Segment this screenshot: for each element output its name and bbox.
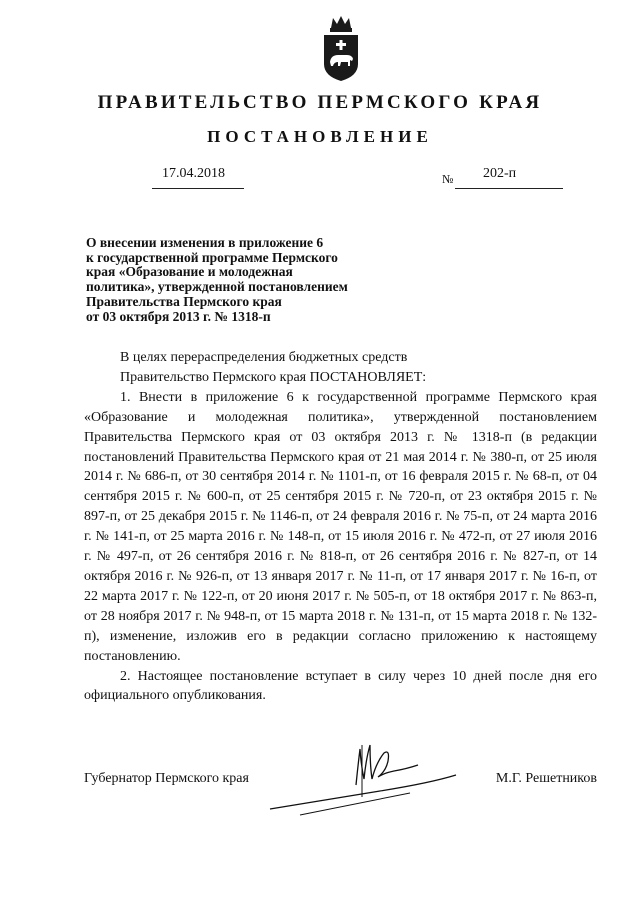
document-number: 202-п — [483, 166, 517, 181]
coat-of-arms-icon — [321, 14, 361, 84]
number-sign: № — [442, 172, 454, 186]
paragraph-2: 2. Настоящее постановление вступает в силу через 10 дней после дня его официального опубликования. — [84, 668, 597, 704]
signatory-name: М.Г. Решетников — [495, 771, 597, 786]
intro-line: В целях перераспределения бюджетных средств — [120, 350, 408, 365]
subject-line: к государственной программе Пермского — [86, 249, 338, 265]
document-body — [84, 348, 597, 706]
subject-line: О внесении изменения в приложение 6 — [86, 235, 324, 250]
government-title: ПРАВИТЕЛЬСТВО ПЕРМСКОГО КРАЯ — [97, 92, 543, 113]
date-field — [152, 166, 244, 189]
intro-line: Правительство Пермского края ПОСТАНОВЛЯЕТ: — [120, 369, 427, 385]
document-type: ПОСТАНОВЛЕНИЕ — [207, 127, 433, 146]
subject-line: края «Образование и молодежная — [86, 264, 293, 280]
document-date: 17.04.2018 — [162, 166, 225, 181]
number-field — [455, 166, 563, 189]
subject-line: от 03 октября 2013 г. № 1318-п — [86, 308, 271, 324]
subject-line: Правительства Пермского края — [86, 293, 282, 309]
subject-line: политика», утвержденной постановлением — [86, 279, 348, 295]
document-subject — [86, 236, 406, 324]
signatory-position: Губернатор Пермского края — [84, 771, 249, 786]
paragraph-1: 1. Внести в приложение 6 к государственной программе Пермского края «Образование и молодежная политика», утвержденной постановлением Правительства Пермского края от 03 октября 2013 г. № 1318-п (в редакции постановлений Правительства Пермского края от 21 мая 2014 г. № 380-п, от 25 июля 2014 г. № 686-п, от 30 сентября 2014 г. № 1101-п, от 16 февраля 2015 г. № 68-п, от 04 сентября 2015 г. № 600-п, от 25 сентября 2015 г. № 720-п, от 23 октября 2015 г. № 897-п, от 25 декабря 2015 г. № 1146-п, от 24 февраля 2016 г. № 75-п, от 24 марта 2016 г. № 141-п, от 25 марта 2016 г. № 148-п, от 15 июля 2016 г. № 472-п, от 27 июля 2016 г. № 497-п, от 26 сентября 2016 г. № 818-п, от 26 сентября 2016 г. № 827-п, от 14 октября 2016 г. № 926-п, от 13 января 2017 г. № 11-п, от 17 января 2017 г. № 16-п, от 22 марта 2017 г. № 122-п, от 20 июня 2017 г. № 505-п, от 18 октября 2017 г. № 863-п, от 28 ноября 2017 г. № 948-п, от 15 марта 2018 г. № 131-п, от 15 марта 2018 г. № 132-п), изменение, изложив его в редакции согласно приложению к настоящему постановлению. — [84, 389, 597, 664]
handwritten-signature — [260, 735, 460, 825]
